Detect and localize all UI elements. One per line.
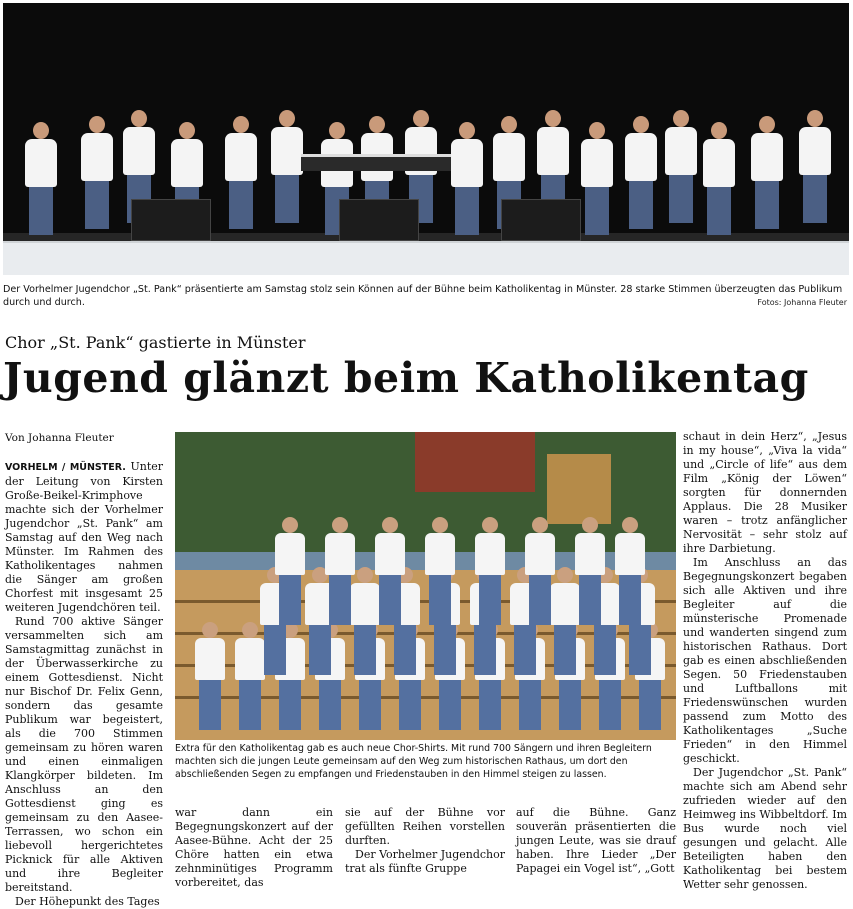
singer-figure — [799, 110, 831, 223]
singer-figure — [225, 116, 257, 229]
choir-member-figure — [325, 517, 355, 625]
wooden-tower — [547, 454, 611, 524]
paragraph: auf die Bühne. Ganz souverän präsentierten die jungen Leute, was sie drauf haben. Ihre Lieder „Der Papagei ein Vogel ist“, „Gott — [516, 806, 676, 875]
paragraph: Der Höhepunkt des Tages — [15, 895, 160, 908]
choir-member-figure — [425, 517, 455, 625]
article-headline: Jugend glänzt beim Katholikentag — [3, 354, 809, 402]
photo-credit: Fotos: Johanna Fleuter — [757, 298, 847, 307]
choir-member-figure — [375, 517, 405, 625]
paragraph: schaut in dein Herz“, „Jesus in my house“, „Viva la vida“ und „Circle of life“ aus dem Film „König der Löwen“ sorgten für donnernden Applaus. Die 28 Musiker waren – trotz anfänglicher Nervosität – sehr stolz auf ihre Darbietung. — [683, 430, 847, 555]
choir-member-figure — [615, 517, 645, 625]
singer-figure — [665, 110, 697, 223]
article-column-4 — [516, 806, 676, 876]
photo-caption-top: Der Vorhelmer Jugendchor „St. Pank“ präsentierte am Samstag stolz sein Können auf der Bühne beim Katholikentag in Münster. 28 starke Stimmen überzeugten das Publikum durch und durch. — [3, 284, 843, 308]
stage-photo — [3, 3, 849, 275]
photo-caption-middle: Extra für den Katholikentag gab es auch neue Chor-Shirts. Mit rund 700 Sängern und ihren Begleitern machten sich die jungen Leute gemeinsam auf den Weg zum historischen Rathaus, um dort den abschließenden Segen zu empfangen und Friedenstauben in den Himmel steigen zu lassen. — [175, 743, 652, 780]
singer-figure — [581, 122, 613, 235]
stage-floor — [3, 241, 849, 275]
singer-figure — [451, 122, 483, 235]
choir-member-figure — [475, 517, 505, 625]
stage-monitor — [501, 199, 581, 241]
dateline: VORHELM / MÜNSTER. — [5, 462, 126, 473]
choir-member-figure — [275, 517, 305, 625]
paragraph: Unter der Leitung von Kirsten Große-Beikel-Krimphove machte sich der Vorhelmer Jugendchor „St. Pank“ am Samstag auf den Weg nach Münster. Im Rahmen des Katholikentages nahmen die Sänger am großen Chorfest mit insgesamt 25 weiteren Jugendchören teil. — [5, 460, 164, 614]
stage-monitor — [131, 199, 211, 241]
article-column-1 — [5, 460, 163, 909]
article-byline: Von Johanna Fleuter — [5, 432, 114, 444]
roof-background — [415, 432, 535, 492]
singer-figure — [81, 116, 113, 229]
article-column-right — [683, 430, 847, 892]
choir-member-figure — [575, 517, 605, 625]
singer-figure — [703, 122, 735, 235]
singer-figure — [625, 116, 657, 229]
paragraph: Der Jugendchor „St. Pank“ machte sich am Abend sehr zufrieden wieder auf den Heimweg ins Wibbeltdorf. Im Bus wurde noch viel gesungen und gelacht. Alle Beteiligten haben den Katholikentag bei bestem Wetter sehr genossen. — [683, 766, 847, 891]
paragraph: Rund 700 aktive Sänger versammelten sich am Samstagmittag zunächst in der Überwasserkirche zu einem Gottesdienst. Nicht nur Bischof Dr. Felix Genn, sondern das gesamte Publikum war begeistert, als die 700 Stimmen gemeinsam zu hören waren und einen einmaligen Klangkörper bildeten. Im Anschluss an den Gottesdienst ging es gemeinsam zu den Aasee-Terrassen, wo schon ein liebevoll hergerichtetes Picknick für alle Aktiven und ihre Begleiter bereitstand. — [5, 615, 163, 894]
paragraph: Der Vorhelmer Jugendchor trat als fünfte Gruppe — [345, 848, 506, 875]
stage-monitor — [339, 199, 419, 241]
paragraph: war dann ein Begegnungskonzert auf der Aasee-Bühne. Acht der 25 Chöre hatten ein etwa zehnminütiges Programm vorbereitet, das — [175, 806, 333, 889]
article-kicker: Chor „St. Pank“ gastierte in Münster — [5, 333, 306, 352]
article-column-3 — [345, 806, 505, 876]
paragraph: sie auf der Bühne vor gefüllten Reihen vorstellen durften. — [345, 806, 505, 847]
article-column-2 — [175, 806, 333, 890]
paragraph: Im Anschluss an das Begegnungskonzert begaben sich alle Aktiven und ihre Begleiter auf die münsterische Promenade und wanderten singend zum historischen Rathaus. Dort gab es einen abschließenden Segen. 50 Friedenstauben und Luftballons mit Friedenswünschen wurden passend zum Motto des Katholikentages „Suche Frieden“ in den Himmel geschickt. — [683, 556, 847, 765]
keyboard-instrument — [301, 154, 451, 171]
choir-group-photo — [175, 432, 676, 740]
choir-member-figure — [195, 622, 225, 730]
singer-figure — [25, 122, 57, 235]
singer-figure — [751, 116, 783, 229]
singer-figure — [271, 110, 303, 223]
choir-member-figure — [525, 517, 555, 625]
